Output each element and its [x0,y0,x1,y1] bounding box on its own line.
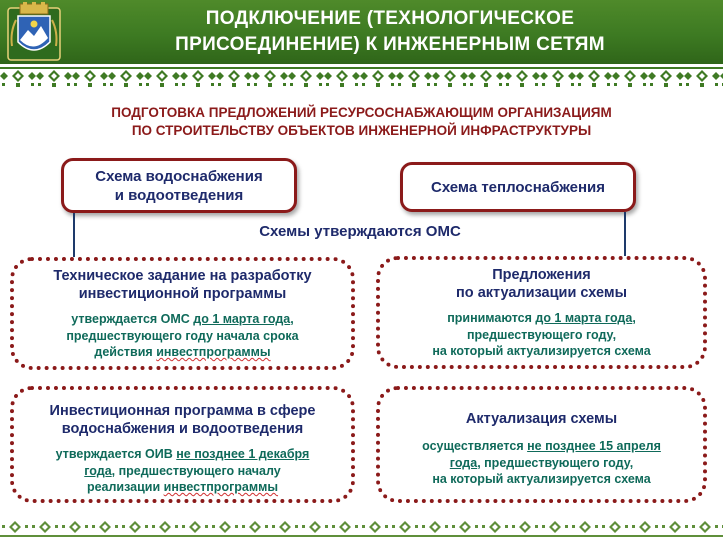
proposals-title [380,266,703,302]
investment-program-title-line-2: водоснабжения и водоотведения [61,421,304,437]
ornament-border-bottom [0,518,723,539]
water-supply-scheme-box [61,158,297,213]
tech-task-text-2: предшествующего году начала срока [66,328,299,343]
investment-program-deadline: не позднее 1 декабря [176,447,310,461]
scheme-update-deadline-year: года [449,455,478,470]
scheme-update-deadline: не позднее 15 апреля [527,439,661,453]
scheme-update-box [376,386,707,503]
tech-task-text-3: действия [94,345,157,359]
connector-line-left [73,213,75,257]
proposals-deadline: до 1 марта года [535,311,633,325]
header-banner [0,0,723,64]
proposals-text-1: принимаются [447,311,536,325]
investment-program-title [14,402,351,438]
scheme-update-text-1: осуществляется [422,439,528,453]
investment-program-box [10,386,355,503]
page-title-line-2: ПРИСОЕДИНЕНИЕ) К ИНЖЕНЕРНЫМ СЕТЯМ [175,34,605,55]
section-subtitle [40,104,683,140]
connector-line-right [624,212,626,256]
tech-task-deadline: до 1 марта года [193,312,291,326]
proposals-title-line-1: Предложения [492,267,591,283]
investment-program-title-line-1: Инвестиционная программа в сфере [49,403,316,419]
tech-task-text-3-word: инвестпрограммы [156,345,271,359]
proposals-text-3: на который актуализируется схема [432,344,651,358]
tech-task-text-1-end: , [290,312,294,326]
proposals-box [376,256,707,369]
proposals-title-line-2: по актуализации схемы [456,285,627,301]
scheme-update-title-line: Актуализация схемы [465,411,618,427]
tech-task-title [14,267,351,303]
investment-program-text-3-word: инвестпрограммы [163,480,279,494]
scheme-update-text [380,438,703,488]
ornament-border-top [0,64,723,90]
scheme-update-text-3: на который актуализируется схема [432,472,651,486]
scheme-update-title [380,410,703,428]
proposals-text-1-end: , [632,311,636,325]
tech-task-box [10,257,355,370]
investment-program-text-3: реализации [86,480,164,494]
section-subtitle-line-1: ПОДГОТОВКА ПРЕДЛОЖЕНИЙ РЕСУРСОСНАБЖАЮЩИМ ОРГАНИЗАЦИЯМ [111,105,612,120]
water-scheme-line-2: и водоотведения [114,186,244,204]
approved-by-label: Схемы утверждаются ОМС [259,223,461,240]
section-subtitle-line-2: ПО СТРОИТЕЛЬСТВУ ОБЪЕКТОВ ИНЖЕНЕРНОЙ ИНФРАСТРУКТУРЫ [131,123,592,138]
tech-task-title-line-2: инвестиционной программы [78,286,287,302]
investment-program-text [14,446,351,496]
proposals-text-2: предшествующего году, [466,327,617,342]
investment-program-text-1: утверждается ОИВ [55,447,177,461]
investment-program-text-2: , предшествующего началу [111,463,281,478]
scheme-update-text-2: , предшествующего году, [477,455,634,470]
tech-task-text [14,311,351,361]
investment-program-deadline-year: года [84,463,112,478]
tech-task-title-line-1: Техническое задание на разработку [53,268,312,284]
proposals-text [380,310,703,360]
city-coat-of-arms-icon [4,2,64,62]
page-title-line-1: ПОДКЛЮЧЕНИЕ (ТЕХНОЛОГИЧЕСКОЕ [205,8,575,29]
water-scheme-line-1: Схема водоснабжения [95,167,263,185]
page-title [110,6,670,58]
heat-scheme-label: Схема теплоснабжения [430,178,606,196]
heat-supply-scheme-box [400,162,636,212]
tech-task-text-1: утверждается ОМС [71,312,194,326]
